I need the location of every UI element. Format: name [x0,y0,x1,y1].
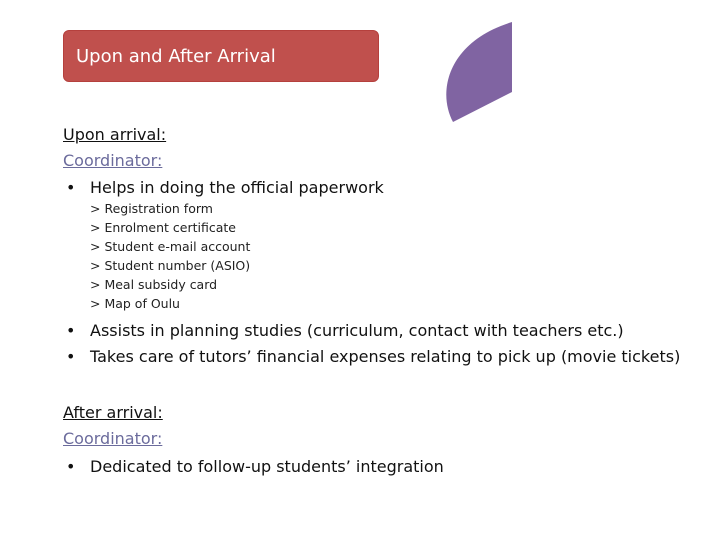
decorative-shape [446,22,512,122]
bullet-dot: • [66,457,76,476]
sub-item-email: > Student e-mail account [90,239,251,254]
sub-item-map: > Map of Oulu [90,296,180,311]
upon-bullet-3 [63,347,680,367]
bullet-dot: • [66,347,76,366]
after-coordinator-label: Coordinator: [63,429,163,448]
sub-item-enrolment: > Enrolment certificate [90,220,236,235]
slide-title: Upon and After Arrival [76,45,276,67]
sub-item-meal-card: > Meal subsidy card [90,277,218,292]
bullet-text: Dedicated to follow-up students’ integration [90,457,444,476]
sub-item-student-number: > Student number (ASIO) [90,258,251,273]
after-arrival-heading: After arrival: [63,403,163,422]
upon-bullet-2 [63,321,624,341]
sub-item-registration: > Registration form [90,201,213,216]
slide-title-box [63,30,379,82]
decorative-circle-segment [445,22,515,122]
upon-coordinator-label: Coordinator: [63,151,163,170]
after-bullet-1 [63,457,444,477]
bullet-text: Assists in planning studies (curriculum, contact with teachers etc.) [90,321,624,340]
bullet-dot: • [66,178,76,197]
upon-bullet-1 [63,178,384,198]
bullet-text: Takes care of tutors’ financial expenses relating to pick up (movie tickets) [90,347,681,366]
bullet-dot: • [66,321,76,340]
upon-arrival-heading: Upon arrival: [63,125,167,144]
bullet-text: Helps in doing the official paperwork [90,178,384,197]
